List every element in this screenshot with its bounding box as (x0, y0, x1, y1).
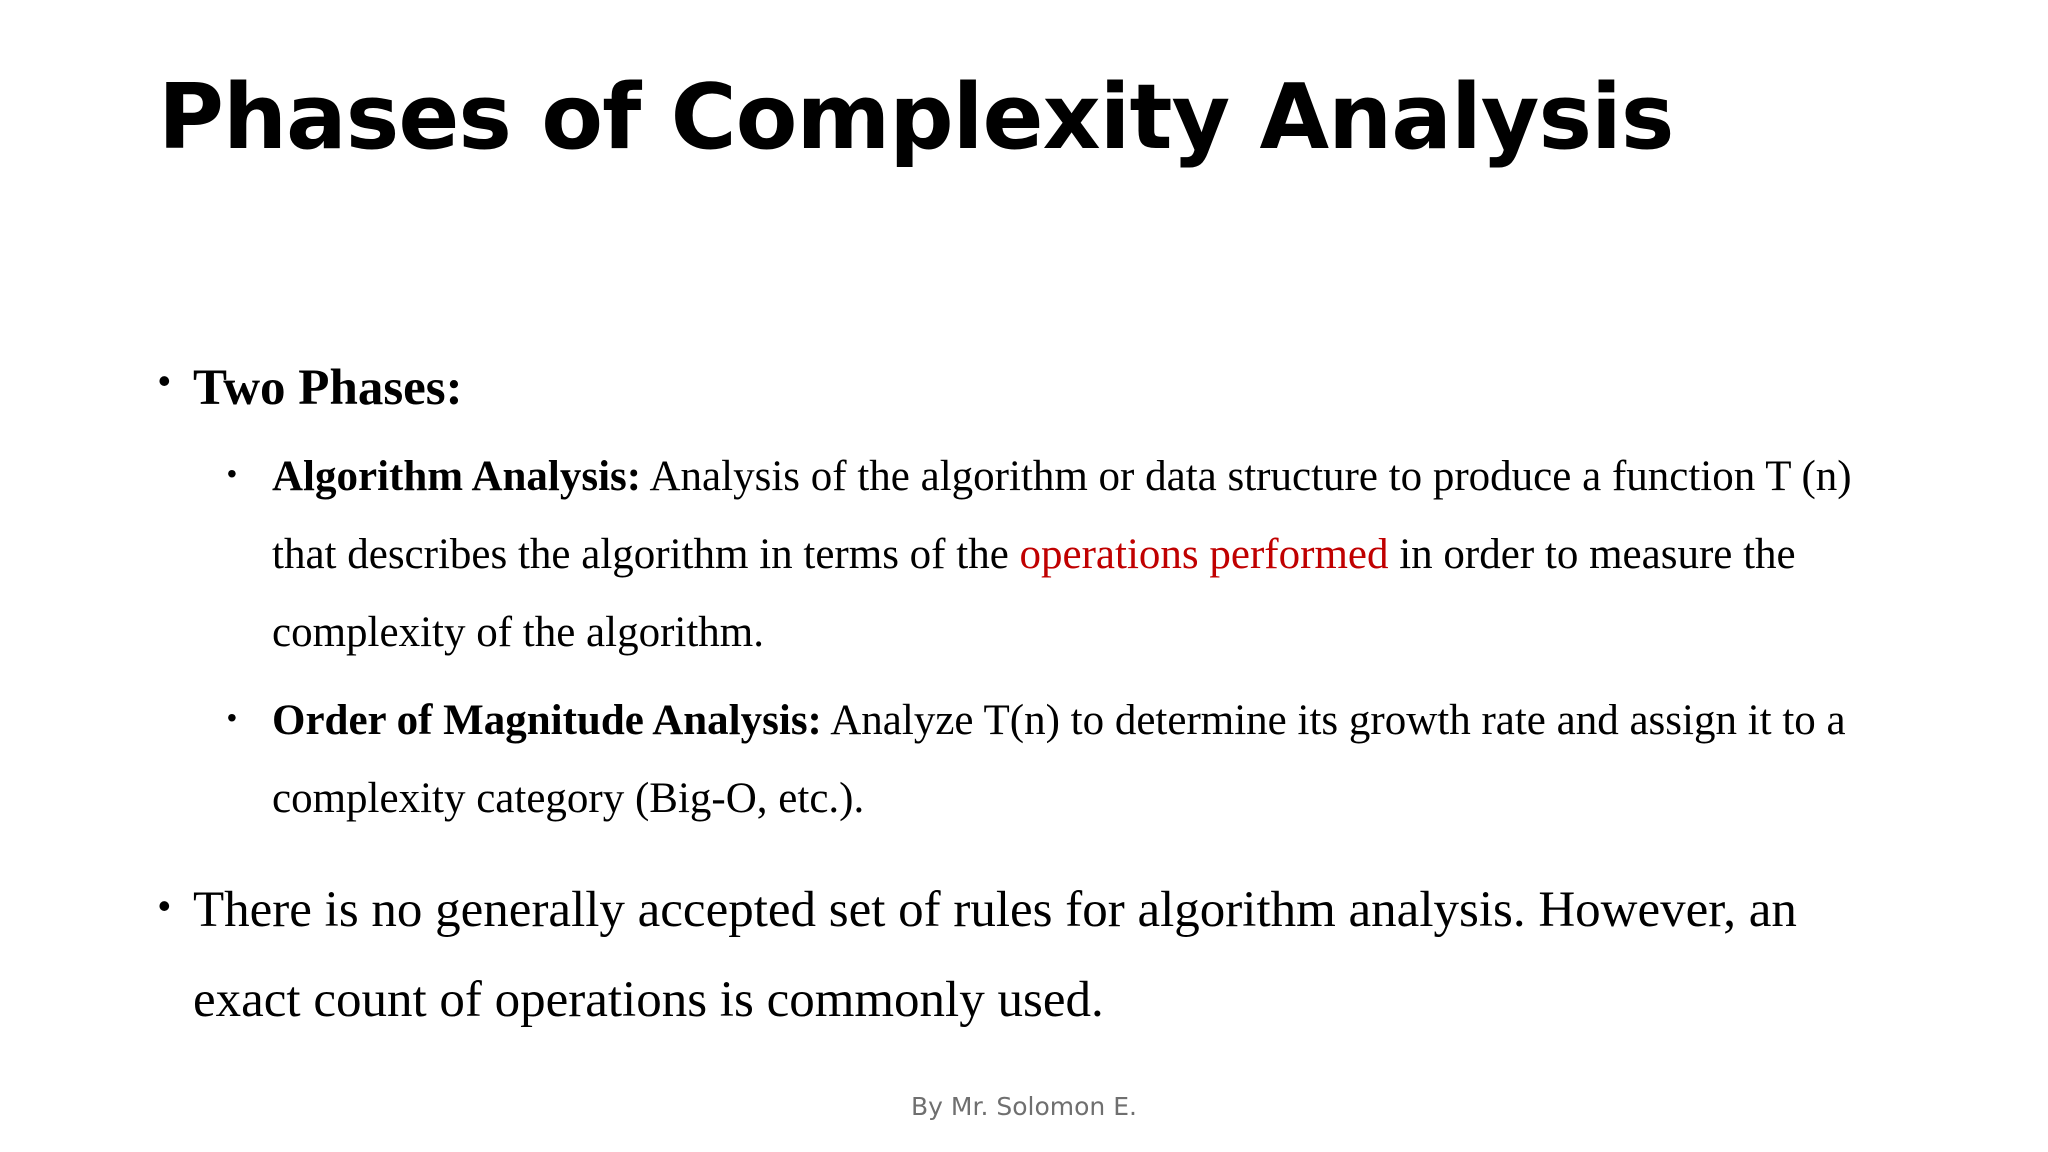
sub-bullet-text: Analyze T(n) to determine its growth rate and assign it to a complexity category (Big-O, etc.). (272, 697, 1846, 822)
sub-bullet-label: Algorithm Analysis: (272, 453, 642, 500)
sub-bullet-label: Order of Magnitude Analysis: (272, 697, 822, 744)
sub-bullet-dot-icon: • (227, 702, 237, 733)
sub-bullet-algorithm-analysis (272, 438, 1922, 672)
sub-bullet-text: Analysis of the algorithm or data structure to produce a function T (n) that describes the algorithm in terms of the (272, 453, 1852, 578)
bullet-dot-icon: • (158, 360, 171, 401)
slide-footer: By Mr. Solomon E. (911, 1092, 1137, 1121)
bullet-no-accepted-rules (193, 865, 1913, 1045)
bullet-heading: Two Phases: (193, 360, 463, 416)
slide-title: Phases of Complexity Analysis (158, 65, 1674, 170)
highlighted-phrase: operations performed (1019, 531, 1389, 578)
sub-bullet-dot-icon: • (227, 458, 237, 489)
bullet-two-phases (193, 343, 1913, 433)
bullet-text: There is no generally accepted set of rules for algorithm analysis. However, an exact count of operations is commonly used. (193, 882, 1797, 1028)
bullet-dot-icon: • (158, 885, 171, 926)
sub-bullet-text: in order to measure the complexity of the algorithm. (272, 531, 1796, 656)
sub-bullet-order-of-magnitude (272, 682, 1922, 838)
